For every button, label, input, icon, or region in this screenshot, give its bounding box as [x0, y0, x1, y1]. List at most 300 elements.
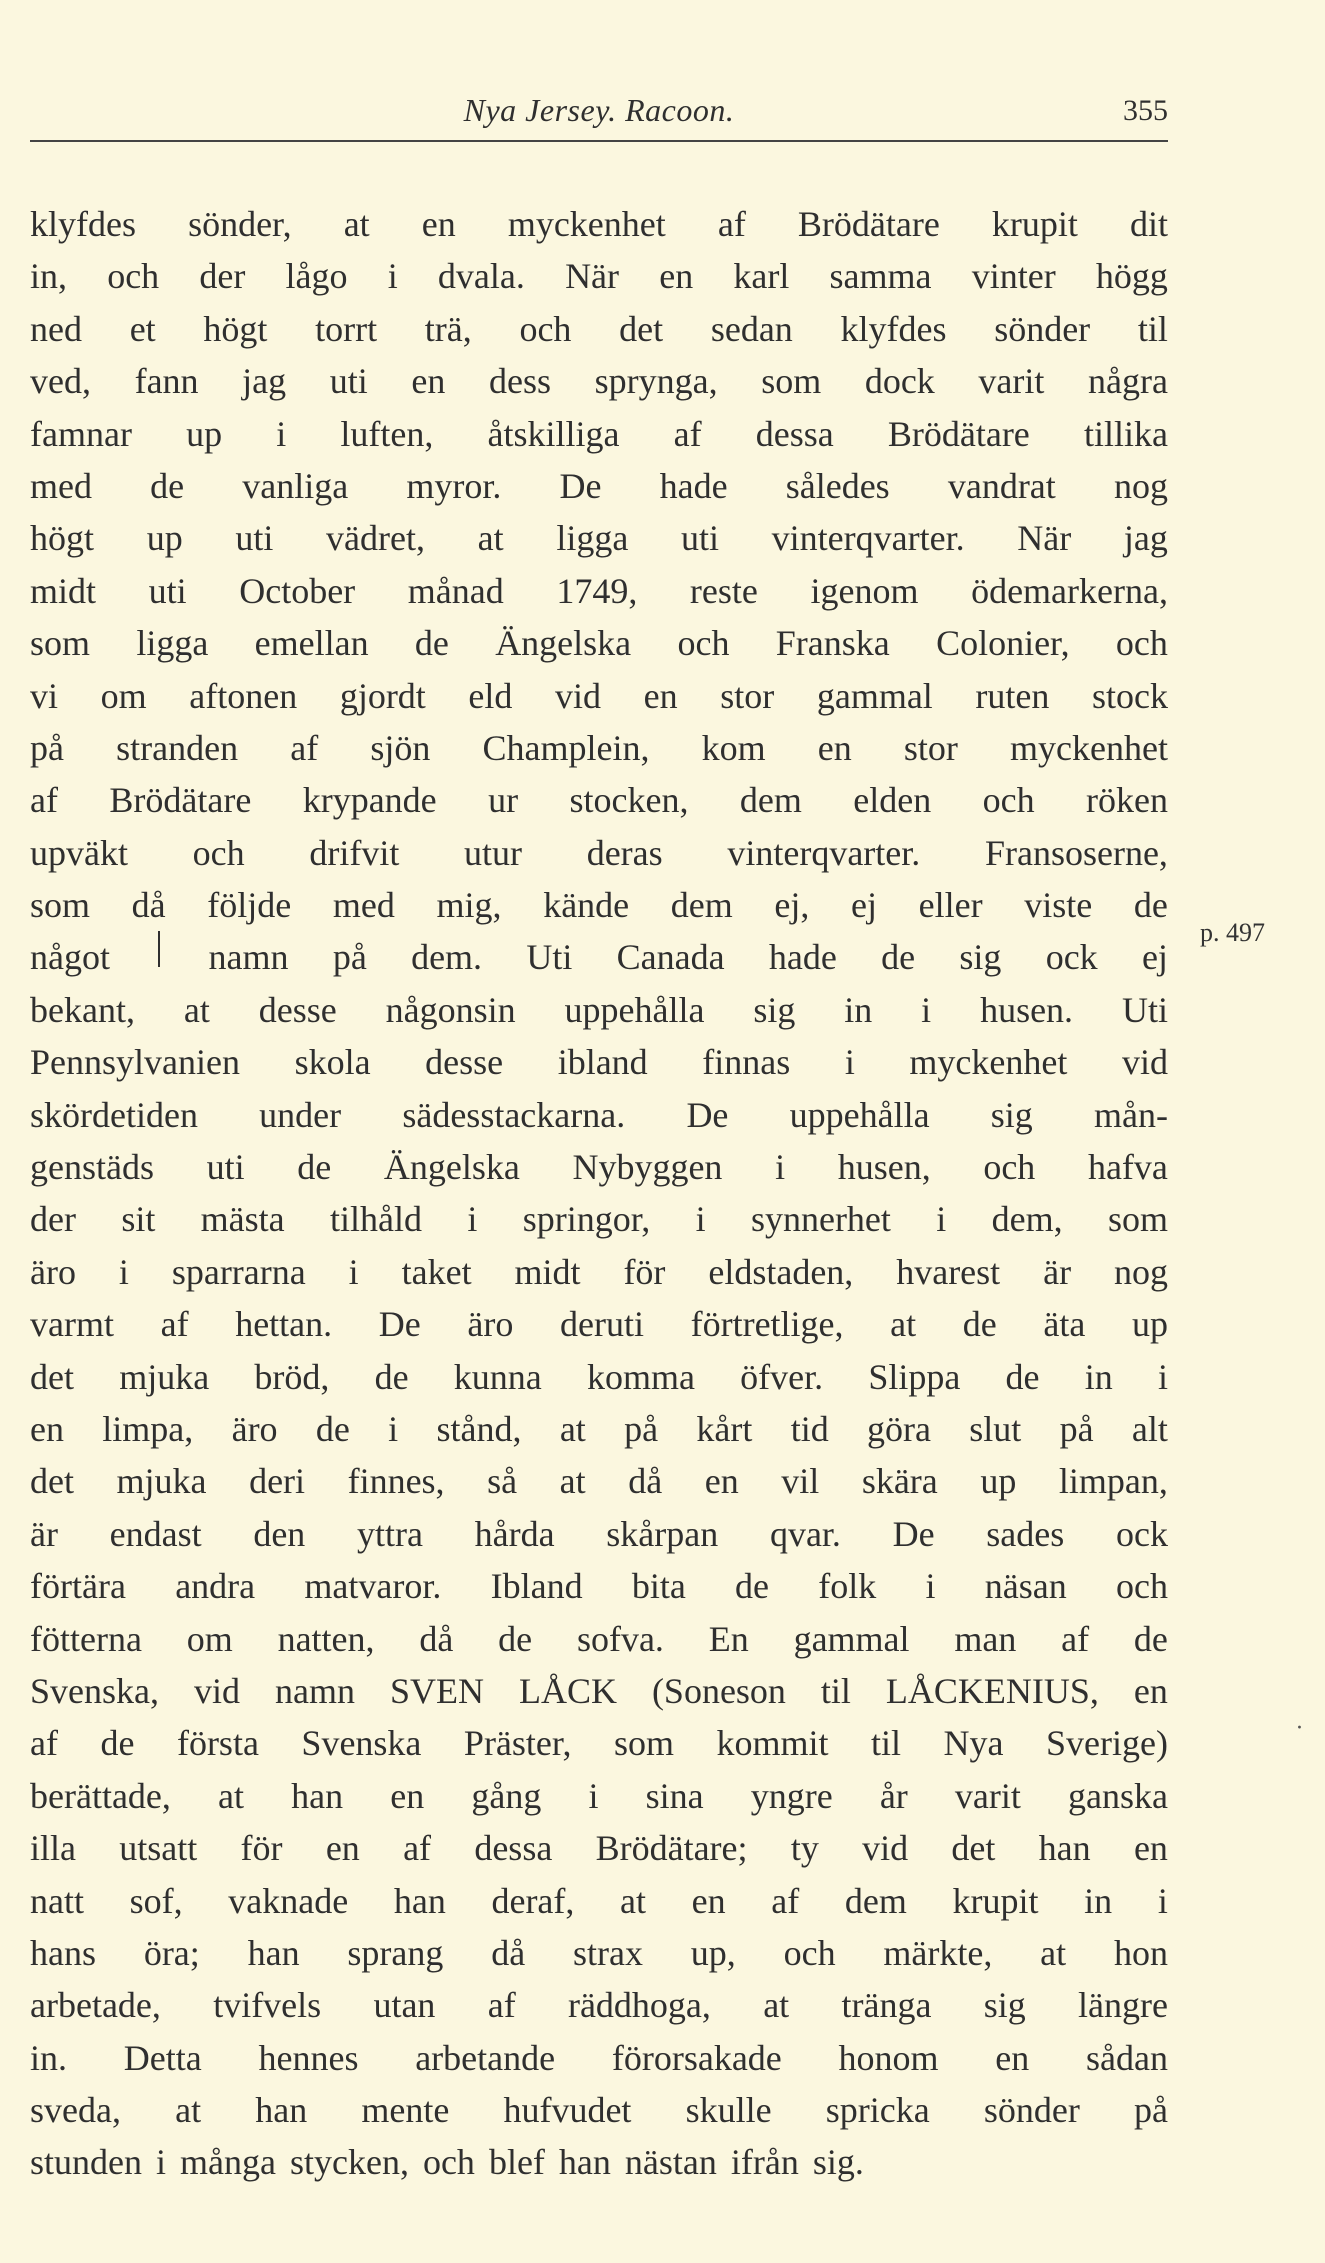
word: de	[315, 1408, 350, 1449]
word: i	[276, 413, 287, 454]
word: de	[735, 1566, 770, 1607]
word: på	[332, 937, 367, 978]
word: dvala.	[437, 256, 525, 297]
text-line	[30, 1770, 1168, 1822]
word: räddhoga,	[567, 1985, 711, 2026]
word: natt	[30, 1880, 84, 1921]
word: krupit	[991, 204, 1078, 244]
margin-mark: ·	[1296, 1716, 1303, 1741]
word: hafva	[1087, 1147, 1168, 1188]
word: åtskilliga	[487, 413, 620, 454]
word: vandrat	[947, 465, 1056, 506]
text-line	[30, 827, 1168, 879]
word: De	[686, 1094, 729, 1135]
word: de	[1133, 885, 1168, 926]
word: vi	[30, 675, 59, 716]
word: Fransoserne,	[984, 832, 1168, 873]
header-rule	[30, 140, 1168, 142]
word: dess	[488, 361, 551, 402]
word: at	[175, 2090, 202, 2131]
word: drifvit	[309, 832, 400, 873]
text-line	[30, 1560, 1168, 1612]
word: för	[240, 1828, 283, 1869]
word: dock	[864, 361, 935, 402]
word: en	[1133, 1670, 1168, 1711]
word: Nya	[943, 1723, 1004, 1764]
text-line	[30, 1979, 1168, 2031]
word: af	[487, 1985, 516, 2026]
word: igenom	[810, 570, 919, 611]
word: en	[995, 2037, 1030, 2078]
word: i	[348, 1251, 359, 1292]
word: springor,	[522, 1199, 651, 1240]
word: mästa	[200, 1199, 285, 1240]
word: de	[374, 1356, 409, 1397]
word: och	[983, 1147, 1036, 1188]
word: taket	[401, 1251, 472, 1292]
word: utur	[464, 832, 523, 873]
word: ödemarkerna,	[971, 570, 1168, 611]
word: äro	[231, 1408, 278, 1449]
word: ock	[1045, 937, 1098, 978]
word: vädret,	[326, 518, 425, 559]
word: tränga	[841, 1985, 932, 2026]
word: in	[844, 989, 873, 1030]
word: många	[180, 2142, 276, 2183]
word: det	[619, 308, 664, 349]
word: han	[558, 2142, 611, 2183]
word: Präster,	[463, 1723, 572, 1764]
word: i	[921, 989, 932, 1030]
word: Franska	[775, 623, 890, 664]
page-break-mark	[158, 931, 160, 967]
word: och	[783, 1932, 836, 1973]
word: Svenska	[301, 1723, 422, 1764]
word: vanliga	[242, 465, 349, 506]
word: luften,	[340, 413, 434, 454]
word: Slippa	[868, 1356, 961, 1397]
word: stor	[903, 727, 958, 768]
word: märkte,	[883, 1932, 993, 1973]
text-line	[30, 1613, 1168, 1665]
text-line	[30, 1403, 1168, 1455]
word: at	[477, 518, 504, 559]
word: i	[1157, 1356, 1168, 1397]
text-line	[30, 2084, 1168, 2136]
word: Nybyggen	[572, 1147, 723, 1188]
word: göra	[867, 1408, 931, 1449]
word: jag	[1123, 518, 1168, 559]
word: sedan	[710, 308, 793, 349]
word: uti	[329, 361, 368, 402]
word: första	[176, 1723, 259, 1764]
word: i	[118, 1251, 129, 1292]
word: berättade,	[30, 1775, 171, 1816]
word: ved,	[30, 361, 91, 402]
word: en	[390, 1775, 425, 1816]
word: vinter	[971, 256, 1056, 297]
word: ganska	[1068, 1775, 1168, 1816]
word: Pennsylvanien	[30, 1042, 240, 1083]
word: klyfdes	[840, 308, 947, 349]
word: ej,	[774, 885, 810, 926]
word: dessa	[474, 1828, 553, 1869]
text-line	[30, 198, 1168, 250]
word: aftonen	[189, 675, 298, 716]
word: slut	[969, 1408, 1022, 1449]
word: blef	[488, 2142, 545, 2183]
word: ligga	[136, 623, 209, 664]
word: då	[491, 1932, 526, 1973]
word: i	[1157, 1880, 1168, 1921]
word: på	[624, 1408, 659, 1449]
word: mig,	[436, 885, 502, 926]
word: och	[422, 2142, 475, 2183]
word: sprang	[347, 1932, 444, 1973]
word: i	[844, 1042, 855, 1083]
word: sig	[983, 1985, 1026, 2026]
word: som	[761, 361, 822, 402]
word: limpan,	[1058, 1461, 1168, 1502]
word: den	[253, 1513, 306, 1554]
word: kom	[701, 727, 766, 768]
word: sof,	[129, 1880, 183, 1921]
word: stor	[720, 675, 775, 716]
word: at	[1040, 1932, 1067, 1973]
word: et	[129, 308, 156, 349]
text-line	[30, 931, 1168, 983]
word: (Soneson	[651, 1670, 786, 1711]
word: en	[421, 204, 456, 244]
word: folk	[818, 1566, 877, 1607]
word: arbetade,	[30, 1985, 161, 2026]
word: Sverige)	[1045, 1723, 1168, 1764]
word: der	[199, 256, 246, 297]
word: hade	[659, 465, 728, 506]
word: skårpan	[606, 1513, 719, 1554]
word: vaknade	[228, 1880, 349, 1921]
word: skära	[861, 1461, 938, 1502]
body-text	[30, 198, 1168, 2189]
text-line	[30, 1141, 1168, 1193]
word: som	[30, 885, 91, 926]
word: up	[186, 413, 223, 454]
word: jag	[242, 361, 287, 402]
word: skola	[294, 1042, 371, 1083]
word: alt	[1131, 1408, 1168, 1449]
text-line	[30, 1298, 1168, 1350]
word: En	[708, 1618, 749, 1659]
word: så	[487, 1461, 518, 1502]
word: mån-	[1094, 1094, 1168, 1135]
word: och	[982, 780, 1035, 821]
word: up,	[690, 1932, 736, 1973]
word: äro	[30, 1251, 76, 1292]
word: eldstaden,	[708, 1251, 854, 1292]
word: någonsin	[385, 989, 516, 1030]
word: förtära	[30, 1566, 126, 1607]
word: sofva.	[576, 1618, 664, 1659]
text-line	[30, 774, 1168, 826]
word: De	[892, 1513, 935, 1554]
word: en	[1133, 1828, 1168, 1869]
word: De	[378, 1304, 421, 1345]
word: in.	[30, 2037, 68, 2078]
word: De	[559, 465, 602, 506]
word: eld	[468, 675, 513, 716]
text-line	[30, 512, 1168, 564]
word: hufvudet	[503, 2090, 632, 2131]
word: dessa	[755, 413, 834, 454]
word: af	[160, 1304, 189, 1345]
word: ibland	[557, 1042, 648, 1083]
word: de	[498, 1618, 533, 1659]
word: då	[131, 885, 166, 926]
word: en	[704, 1461, 739, 1502]
word: qvar.	[769, 1513, 841, 1554]
word: sådan	[1086, 2037, 1168, 2078]
word: sjön	[370, 727, 431, 768]
word: af	[1061, 1618, 1090, 1659]
word: gammal	[793, 1618, 910, 1659]
word: vid	[1121, 1042, 1168, 1083]
word: på	[1133, 2090, 1168, 2131]
word: då	[628, 1461, 663, 1502]
word: ej	[1141, 937, 1168, 978]
word: han	[291, 1775, 344, 1816]
word: af	[30, 1723, 58, 1764]
word: komma	[586, 1356, 695, 1397]
text-line	[30, 1246, 1168, 1298]
word: det	[951, 1828, 996, 1869]
word: om	[186, 1618, 233, 1659]
word: om	[100, 675, 147, 716]
word: midt	[30, 570, 97, 611]
word: ruten	[975, 675, 1050, 716]
word: som	[1107, 1199, 1168, 1240]
word: viste	[1024, 885, 1093, 926]
word: förorsakade	[611, 2037, 782, 2078]
word: och	[192, 832, 245, 873]
word: med	[30, 465, 92, 506]
word: dem,	[991, 1199, 1063, 1240]
word: krupit	[952, 1880, 1039, 1921]
word: af	[717, 204, 746, 244]
word: de	[1005, 1356, 1040, 1397]
word: at	[620, 1880, 647, 1921]
text-line	[30, 1089, 1168, 1141]
word: skördetiden	[30, 1094, 198, 1135]
word: Uti	[1121, 989, 1168, 1030]
word: i	[388, 1408, 399, 1449]
word: under	[259, 1094, 342, 1135]
word: vil	[781, 1461, 820, 1502]
word: Brödätare	[109, 780, 252, 821]
word: vinterqvarter.	[771, 518, 965, 559]
word: och	[107, 256, 160, 297]
word: arbetande	[415, 2037, 556, 2078]
word: til	[870, 1723, 901, 1764]
word: en	[325, 1828, 360, 1869]
word: han	[393, 1880, 446, 1921]
word: til	[1137, 308, 1168, 349]
running-header	[30, 92, 1168, 142]
word: October	[239, 570, 356, 611]
word: Brödätare	[797, 204, 940, 244]
word: ifrån	[730, 2142, 799, 2183]
word: äro	[467, 1304, 514, 1345]
word: kårt	[696, 1408, 753, 1449]
word: Ängelska	[495, 623, 632, 664]
text-line	[30, 1822, 1168, 1874]
word: han	[247, 1932, 300, 1973]
word: desse	[425, 1042, 504, 1083]
word: yngre	[750, 1775, 833, 1816]
word: det	[30, 1356, 74, 1397]
word: nog	[1113, 465, 1168, 506]
word: husen,	[837, 1147, 931, 1188]
word: förtretlige,	[690, 1304, 844, 1345]
word: hon	[1113, 1932, 1168, 1973]
word: in	[1084, 1880, 1113, 1921]
word: uti	[206, 1147, 245, 1188]
word: Svenska,	[30, 1670, 159, 1711]
word: högt	[203, 308, 268, 349]
word: de	[150, 465, 185, 506]
word: näsan	[984, 1566, 1067, 1607]
word: sig	[753, 989, 796, 1030]
text-line	[30, 565, 1168, 617]
word: öfver.	[740, 1356, 824, 1397]
text-line	[30, 670, 1168, 722]
word: hettan.	[235, 1304, 333, 1345]
word: Uti	[526, 937, 573, 978]
text-line	[30, 1455, 1168, 1507]
text-line	[30, 1717, 1168, 1769]
word: dem	[844, 1880, 907, 1921]
word: sparrarna	[171, 1251, 306, 1292]
word: de	[414, 623, 449, 664]
word: tvifvels	[213, 1985, 322, 2026]
word: nog	[1114, 1251, 1168, 1292]
word: i	[936, 1199, 947, 1240]
word: LÅCK	[518, 1670, 617, 1711]
word: uppehålla	[564, 989, 705, 1030]
word: en	[30, 1408, 64, 1449]
word: klyfdes	[30, 204, 136, 244]
word: deruti	[560, 1304, 644, 1345]
word: öra;	[143, 1932, 200, 1973]
text-line	[30, 1875, 1168, 1927]
word: Brödätare	[887, 413, 1030, 454]
text-line	[30, 408, 1168, 460]
word: När	[1017, 518, 1072, 559]
word: krypande	[302, 780, 437, 821]
word: Canada	[616, 937, 725, 978]
word: up	[146, 518, 183, 559]
word: reste	[689, 570, 758, 611]
word: en	[691, 1880, 726, 1921]
word: varit	[978, 361, 1045, 402]
word: deri	[249, 1461, 306, 1502]
word: en	[411, 361, 446, 402]
word: myckenhet	[1010, 727, 1168, 768]
word: bita	[631, 1566, 686, 1607]
word: kunna	[453, 1356, 542, 1397]
word: bekant,	[30, 989, 135, 1030]
word: eller	[918, 885, 983, 926]
word: och	[1115, 623, 1168, 664]
word: elden	[853, 780, 932, 821]
word: ligga	[556, 518, 629, 559]
page-number: 355	[1123, 94, 1168, 127]
word: strax	[572, 1932, 643, 1973]
word: det	[30, 1461, 74, 1502]
word: tid	[790, 1408, 829, 1449]
word: Champlein,	[482, 727, 650, 768]
word: sönder	[994, 308, 1091, 349]
word: at	[559, 1461, 586, 1502]
running-title: Nya Jersey. Racoon.	[463, 92, 735, 128]
word: sönder	[983, 2090, 1080, 2131]
word: sveda,	[30, 2090, 121, 2131]
word: stånd,	[436, 1408, 522, 1449]
word: sig	[990, 1094, 1033, 1135]
word: samma	[829, 256, 932, 297]
word: är	[1043, 1251, 1072, 1292]
word: deras	[586, 832, 663, 873]
word: husen.	[980, 989, 1074, 1030]
word: de	[1133, 1618, 1168, 1659]
text-line	[30, 1665, 1168, 1717]
word: i	[695, 1199, 706, 1240]
word: i	[156, 2142, 167, 2183]
word: at	[890, 1304, 917, 1345]
word: ned	[30, 308, 82, 349]
word: varmt	[30, 1304, 114, 1345]
text-line	[30, 2032, 1168, 2084]
word: högt	[30, 518, 95, 559]
word: SVEN	[389, 1670, 484, 1711]
word: vid	[862, 1828, 909, 1869]
word: som	[30, 623, 91, 664]
word: af	[30, 780, 58, 821]
word: at	[559, 1408, 586, 1449]
word: varit	[954, 1775, 1021, 1816]
word: midt	[514, 1251, 581, 1292]
word: hade	[768, 937, 837, 978]
word: til	[820, 1670, 851, 1711]
word: at	[183, 989, 210, 1030]
word: ock	[1115, 1513, 1168, 1554]
text-line	[30, 355, 1168, 407]
word: deraf,	[491, 1880, 575, 1921]
word: utsatt	[119, 1828, 198, 1869]
word: af	[771, 1880, 800, 1921]
word: ur	[488, 780, 519, 821]
word: är	[30, 1513, 58, 1554]
word: nästan	[624, 2142, 717, 2183]
word: genstäds	[30, 1147, 154, 1188]
word: trä,	[424, 308, 472, 349]
word: fann	[134, 361, 199, 402]
word: sig	[959, 937, 1002, 978]
word: således	[785, 465, 890, 506]
word: utan	[373, 1985, 436, 2026]
word: för	[623, 1251, 666, 1292]
word: Ängelska	[383, 1147, 520, 1188]
word: uti	[148, 570, 187, 611]
